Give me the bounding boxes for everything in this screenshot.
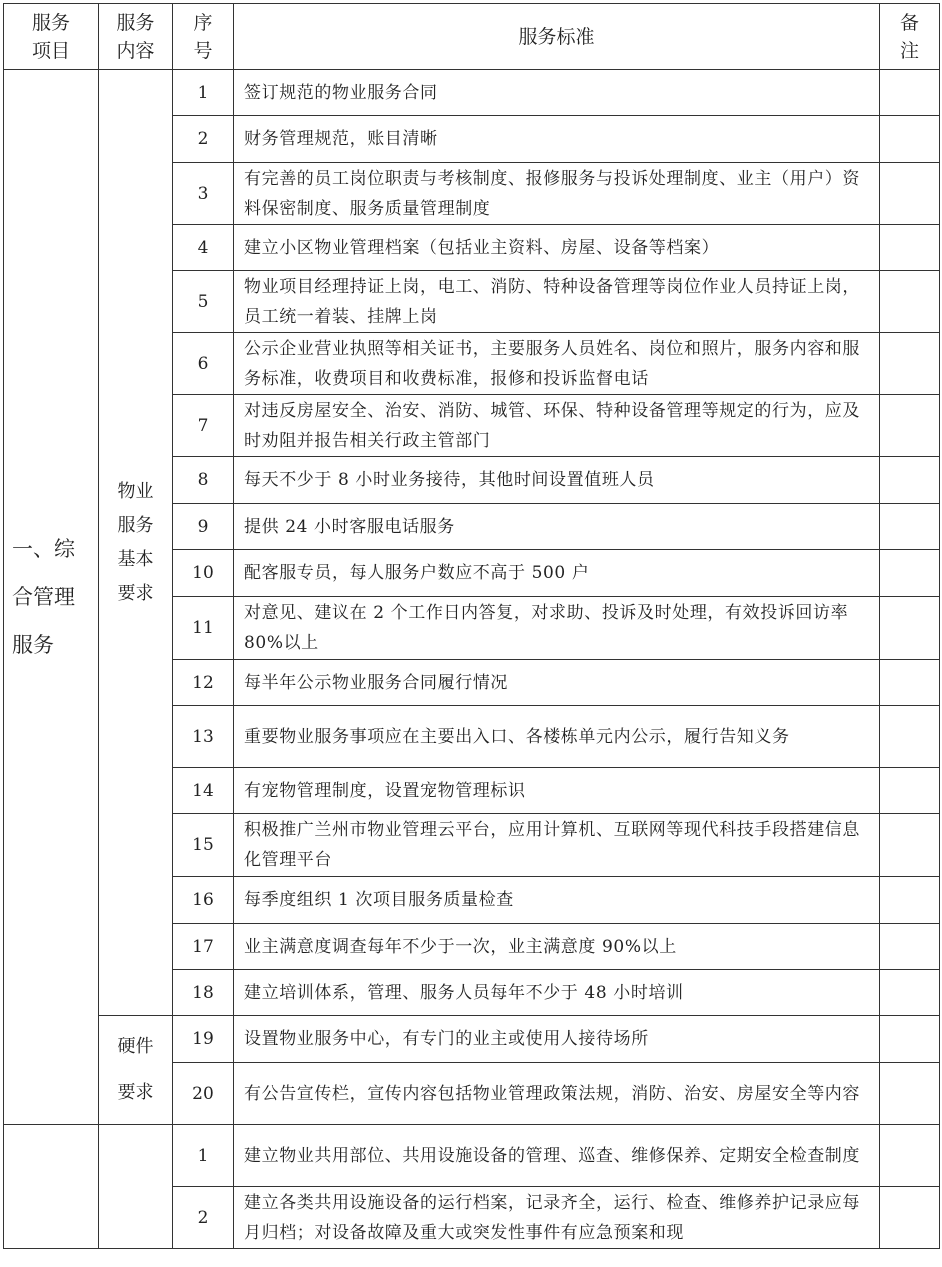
row-remark bbox=[880, 457, 940, 504]
row-remark bbox=[880, 1125, 940, 1187]
row-standard-text: 每季度组织 1 次项目服务质量检查 bbox=[234, 877, 880, 924]
header-service-item: 服务 项目 bbox=[4, 4, 99, 70]
row-standard-text: 每半年公示物业服务合同履行情况 bbox=[234, 660, 880, 706]
row-standard-text: 每天不少于 8 小时业务接待，其他时间设置值班人员 bbox=[234, 457, 880, 504]
table-row bbox=[4, 1016, 940, 1063]
row-standard-text: 建立物业共用部位、共用设施设备的管理、巡查、维修保养、定期安全检查制度 bbox=[234, 1125, 880, 1187]
row-remark bbox=[880, 768, 940, 814]
row-standard-text: 积极推广兰州市物业管理云平台，应用计算机、互联网等现代科技手段搭建信息化管理平台 bbox=[234, 814, 880, 877]
subcategory-hardware-requirements: 硬件 要求 bbox=[99, 1016, 173, 1125]
row-standard-text: 有宠物管理制度，设置宠物管理标识 bbox=[234, 768, 880, 814]
row-remark bbox=[880, 924, 940, 970]
row-remark bbox=[880, 597, 940, 660]
row-number: 12 bbox=[173, 660, 234, 706]
row-remark bbox=[880, 333, 940, 395]
subcategory-next-empty bbox=[99, 1125, 173, 1249]
row-remark bbox=[880, 1063, 940, 1125]
row-standard-text: 对意见、建议在 2 个工作日内答复，对求助、投诉及时处理，有效投诉回访率 80%以上 bbox=[234, 597, 880, 660]
row-standard-text: 签订规范的物业服务合同 bbox=[234, 70, 880, 116]
row-remark bbox=[880, 116, 940, 163]
row-number: 17 bbox=[173, 924, 234, 970]
row-standard-text: 财务管理规范，账目清晰 bbox=[234, 116, 880, 163]
row-number: 2 bbox=[173, 1187, 234, 1249]
row-number: 1 bbox=[173, 70, 234, 116]
row-number: 13 bbox=[173, 706, 234, 768]
row-standard-text: 对违反房屋安全、治安、消防、城管、环保、特种设备管理等规定的行为，应及时劝阻并报告相关行政主管部门 bbox=[234, 395, 880, 457]
category-comprehensive-management: 一、综 合管理 服务 bbox=[4, 70, 99, 1125]
row-remark bbox=[880, 504, 940, 550]
row-remark bbox=[880, 660, 940, 706]
row-remark bbox=[880, 814, 940, 877]
row-remark bbox=[880, 70, 940, 116]
row-number: 2 bbox=[173, 116, 234, 163]
row-number: 11 bbox=[173, 597, 234, 660]
row-standard-text: 建立各类共用设施设备的运行档案，记录齐全，运行、检查、维修养护记录应每月归档；对设备故障及重大或突发性事件有应急预案和现 bbox=[234, 1187, 880, 1249]
subcategory-basic-requirements: 物业 服务 基本 要求 bbox=[99, 70, 173, 1016]
row-number: 15 bbox=[173, 814, 234, 877]
row-standard-text: 建立培训体系，管理、服务人员每年不少于 48 小时培训 bbox=[234, 970, 880, 1016]
row-standard-text: 重要物业服务事项应在主要出入口、各楼栋单元内公示，履行告知义务 bbox=[234, 706, 880, 768]
row-standard-text: 有完善的员工岗位职责与考核制度、报修服务与投诉处理制度、业主（用户）资料保密制度、服务质量管理制度 bbox=[234, 163, 880, 225]
row-number: 16 bbox=[173, 877, 234, 924]
header-remark: 备 注 bbox=[880, 4, 940, 70]
row-number: 1 bbox=[173, 1125, 234, 1187]
row-standard-text: 有公告宣传栏，宣传内容包括物业管理政策法规，消防、治安、房屋安全等内容 bbox=[234, 1063, 880, 1125]
row-number: 4 bbox=[173, 225, 234, 271]
row-number: 14 bbox=[173, 768, 234, 814]
header-service-content: 服务 内容 bbox=[99, 4, 173, 70]
row-remark bbox=[880, 271, 940, 333]
header-row bbox=[4, 4, 940, 70]
row-number: 10 bbox=[173, 550, 234, 597]
row-remark bbox=[880, 395, 940, 457]
row-number: 3 bbox=[173, 163, 234, 225]
row-remark bbox=[880, 163, 940, 225]
row-number: 19 bbox=[173, 1016, 234, 1063]
row-standard-text: 业主满意度调查每年不少于一次，业主满意度 90%以上 bbox=[234, 924, 880, 970]
row-remark bbox=[880, 877, 940, 924]
row-remark bbox=[880, 1187, 940, 1249]
row-remark bbox=[880, 970, 940, 1016]
row-number: 18 bbox=[173, 970, 234, 1016]
category-next-empty bbox=[4, 1125, 99, 1249]
row-standard-text: 建立小区物业管理档案（包括业主资料、房屋、设备等档案） bbox=[234, 225, 880, 271]
row-remark bbox=[880, 225, 940, 271]
row-number: 5 bbox=[173, 271, 234, 333]
row-standard-text: 配客服专员，每人服务户数应不高于 500 户 bbox=[234, 550, 880, 597]
row-standard-text: 公示企业营业执照等相关证书，主要服务人员姓名、岗位和照片，服务内容和服务标准，收费项目和收费标准，报修和投诉监督电话 bbox=[234, 333, 880, 395]
row-number: 6 bbox=[173, 333, 234, 395]
row-number: 8 bbox=[173, 457, 234, 504]
table-row bbox=[4, 1125, 940, 1187]
row-number: 20 bbox=[173, 1063, 234, 1125]
header-standard: 服务标准 bbox=[234, 4, 880, 70]
header-seq: 序 号 bbox=[173, 4, 234, 70]
row-number: 9 bbox=[173, 504, 234, 550]
row-standard-text: 物业项目经理持证上岗，电工、消防、特种设备管理等岗位作业人员持证上岗，员工统一着装、挂牌上岗 bbox=[234, 271, 880, 333]
row-remark bbox=[880, 550, 940, 597]
row-standard-text: 设置物业服务中心，有专门的业主或使用人接待场所 bbox=[234, 1016, 880, 1063]
row-standard-text: 提供 24 小时客服电话服务 bbox=[234, 504, 880, 550]
row-remark bbox=[880, 1016, 940, 1063]
row-remark bbox=[880, 706, 940, 768]
table-row bbox=[4, 70, 940, 116]
row-number: 7 bbox=[173, 395, 234, 457]
service-standard-table bbox=[3, 3, 940, 1249]
